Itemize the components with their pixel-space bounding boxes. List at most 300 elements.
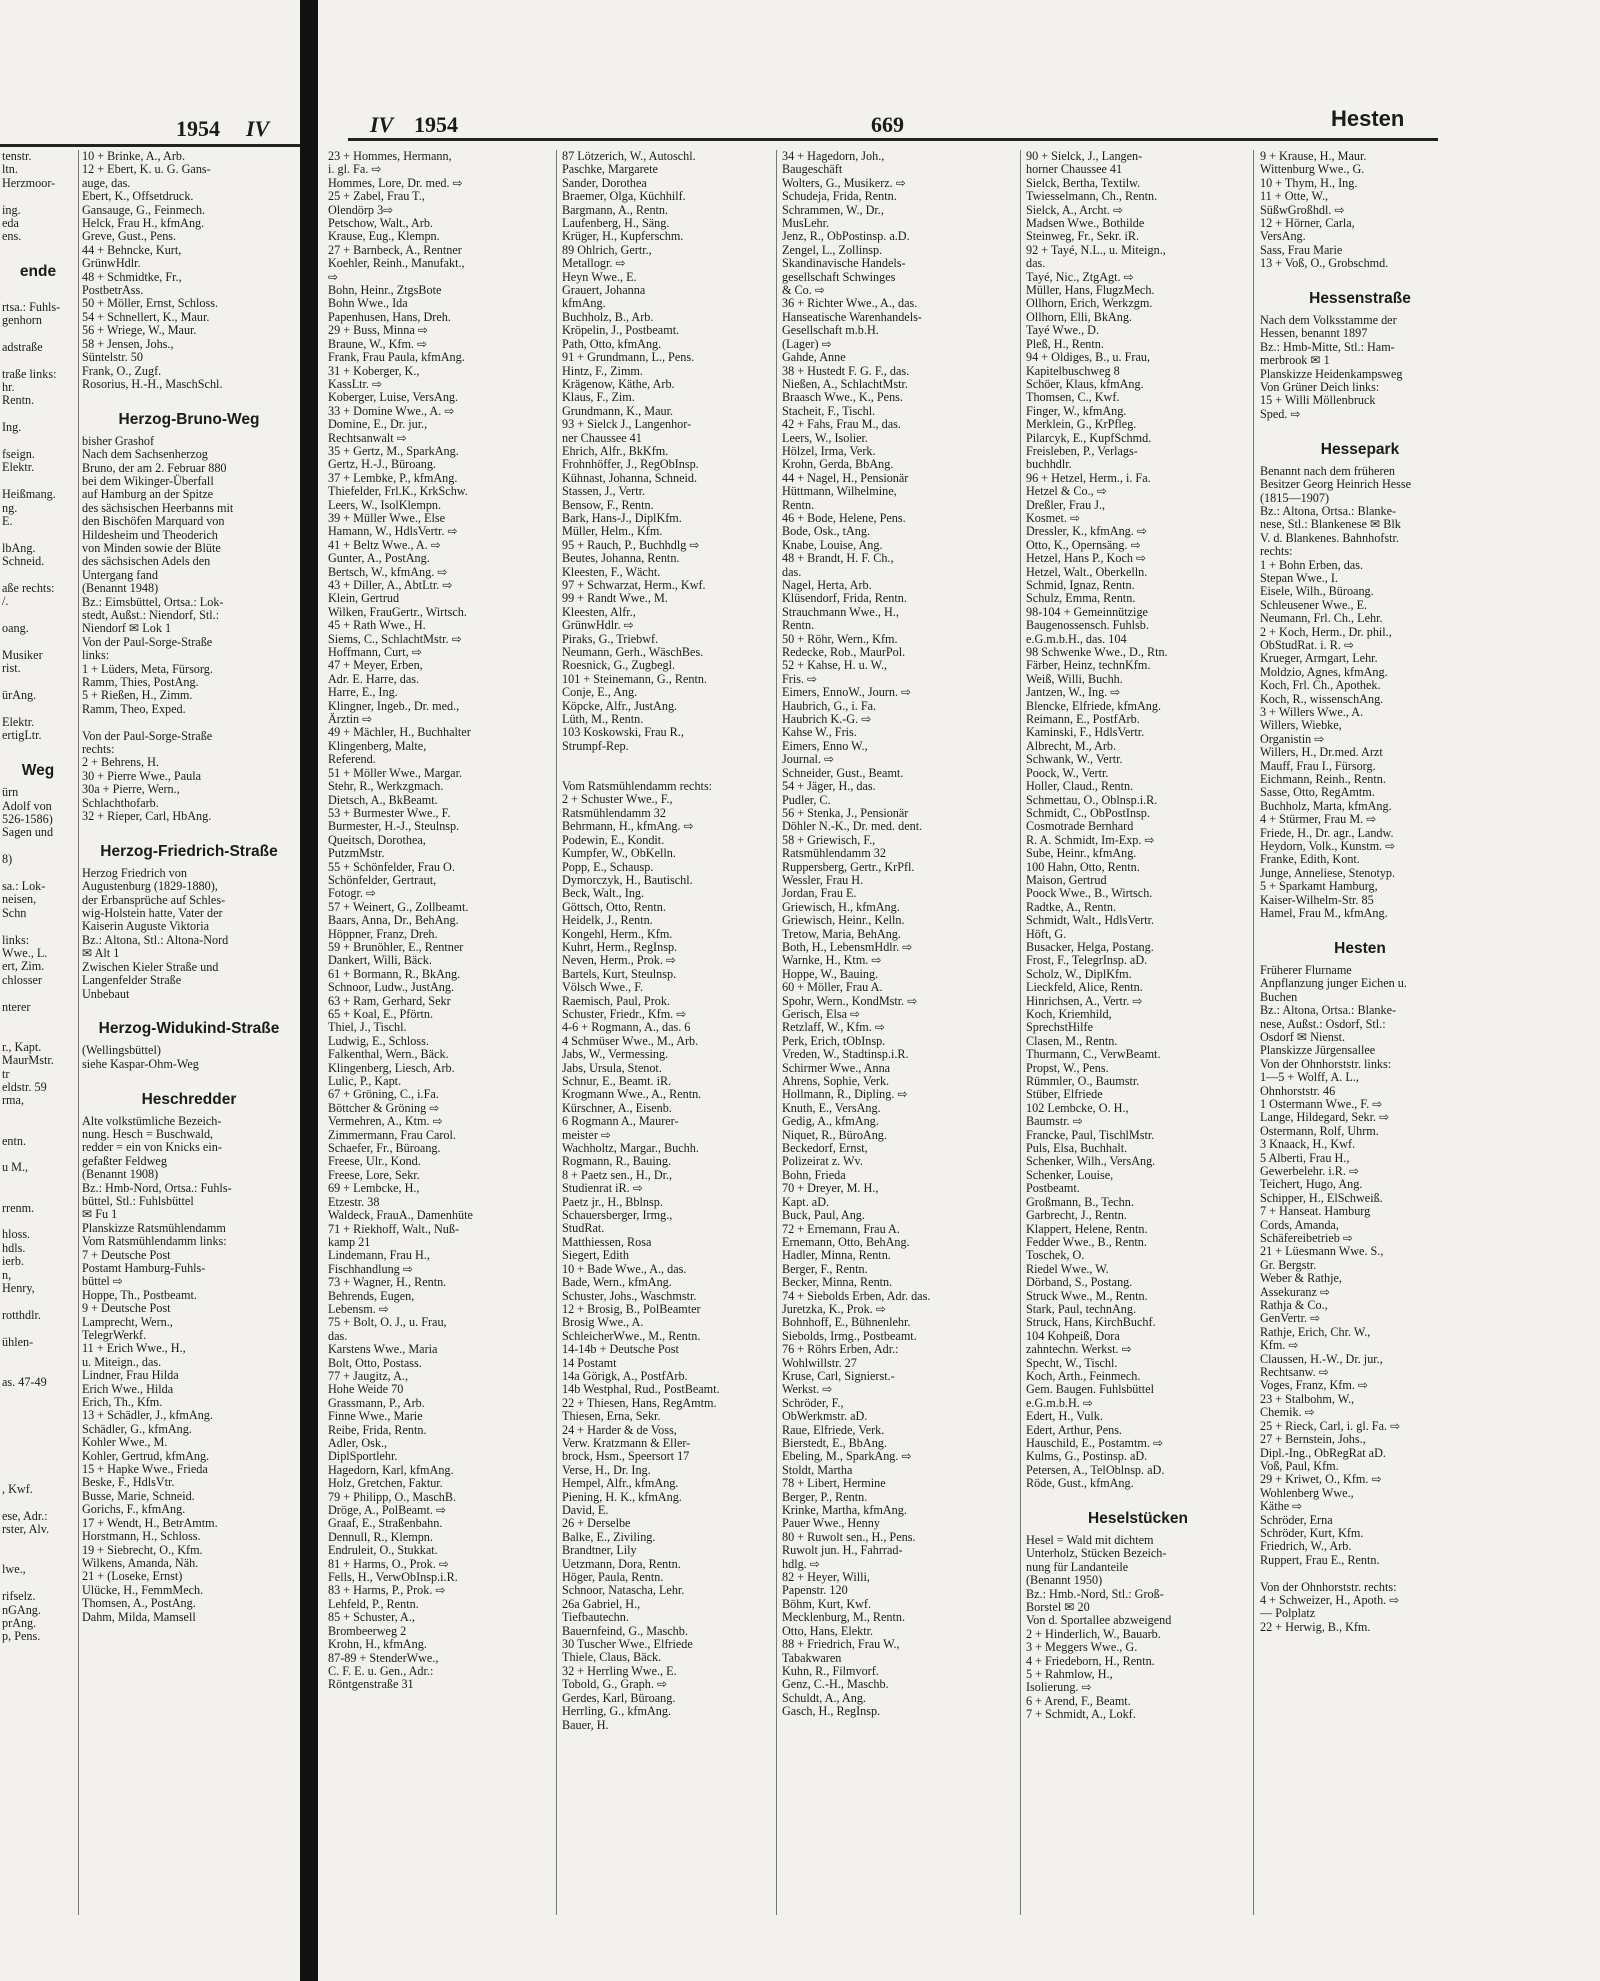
directory-line: PutzmMstr. <box>328 846 385 861</box>
directory-line: 45 + Rath Wwe., H. <box>328 618 426 633</box>
directory-line: Lange, Hildegard, Sekr. ⇨ <box>1260 1110 1390 1125</box>
directory-line: 34 + Hagedorn, Joh., <box>782 150 885 163</box>
directory-line: Weiß, Willi, Buchh. <box>1026 671 1123 686</box>
directory-line: Lindner, Frau Hilda <box>82 1368 179 1383</box>
directory-line: 97 + Schwarzat, Herm., Kwf. <box>562 578 706 592</box>
directory-line: Thurmann, C., VerwBeamt. <box>1026 1047 1161 1062</box>
directory-line: Gr. Bergstr. <box>1260 1257 1317 1272</box>
directory-line: Wohlwillstr. 27 <box>782 1355 857 1370</box>
directory-line: Thiel, J., Tischl. <box>328 1020 407 1035</box>
directory-line: bisher Grashof <box>82 433 155 448</box>
directory-line: Wilkens, Amanda, Näh. <box>82 1555 199 1570</box>
directory-line: 85 + Schuster, A., <box>328 1610 415 1625</box>
directory-line <box>82 1001 296 1014</box>
directory-line: Schenker, Wilh., VersAng. <box>1026 1154 1156 1169</box>
directory-line: 29 + Kriwet, O., Kfm. ⇨ <box>1260 1472 1382 1487</box>
directory-line: ltn. <box>2 162 18 177</box>
directory-line: 102 Lembcke, O. H., <box>1026 1100 1129 1115</box>
directory-line: Frohnhöffer, J., RegObInsp. <box>562 457 699 472</box>
directory-line: Finger, W., kfmAng. <box>1026 403 1127 418</box>
directory-line: 5 + Rahmlow, H., <box>1026 1667 1113 1682</box>
directory-line: Vom Ratsmühlendamm rechts: <box>562 779 713 794</box>
directory-line: Krogmann Wwe., A., Rentn. <box>562 1087 702 1102</box>
directory-line: Müller, Helm., Kfm. <box>562 524 663 539</box>
directory-line: Von der Ohnhorststr. links: <box>1260 1056 1392 1071</box>
directory-line: 95 + Rauch, P., Buchhdlg ⇨ <box>562 537 700 552</box>
directory-line: 17 + Wendt, H., BetrAmtm. <box>82 1515 218 1530</box>
directory-line: Kürschner, A., Eisenb. <box>562 1100 672 1115</box>
directory-line: nGAng. <box>2 1602 41 1617</box>
directory-line: u. Miteign., das. <box>82 1354 162 1369</box>
directory-line: links: <box>82 648 110 663</box>
directory-line: Piraks, G., Triebwf. <box>562 631 659 646</box>
directory-line: Bz.: Altona, Ortsa.: Blanke- <box>1260 1003 1397 1018</box>
directory-line: Hommes, Lore, Dr. med. ⇨ <box>328 175 463 190</box>
directory-line: 63 + Ram, Gerhard, Sekr <box>328 993 451 1008</box>
directory-line: Zengel, L., Zollinsp. <box>782 242 883 257</box>
directory-line: Buchen <box>1260 989 1298 1004</box>
directory-line <box>2 244 74 257</box>
directory-line: Heißmang. <box>2 487 56 502</box>
directory-line: 12 + Hörner, Carla, <box>1260 216 1355 231</box>
directory-line: chlosser <box>2 972 42 987</box>
directory-line: Höppner, Franz, Dreh. <box>328 926 438 941</box>
directory-line: Schmettau, O., Oblnsp.i.R. <box>1026 792 1158 807</box>
directory-line: Göttsch, Otto, Rentn. <box>562 899 666 914</box>
directory-line: 77 + Jaugitz, A., <box>328 1368 408 1383</box>
directory-line: 4 + Friedeborn, H., Rentn. <box>1026 1653 1155 1668</box>
directory-line <box>2 1349 74 1362</box>
directory-line: Dressler, K., kfmAng. ⇨ <box>1026 524 1148 539</box>
directory-line: 56 + Wriege, W., Maur. <box>82 323 197 338</box>
directory-line: 53 + Burmester Wwe., F. <box>328 805 451 820</box>
directory-line: Neumann, Gerh., WäschBes. <box>562 645 704 660</box>
street-heading: Herzog-Friedrich-Straße <box>100 842 278 860</box>
directory-line: Assekuranz ⇨ <box>1260 1284 1331 1299</box>
directory-line: eda <box>2 216 19 231</box>
directory-line: Krohn, H., kfmAng. <box>328 1637 427 1652</box>
directory-line: Reimann, E., PostfArb. <box>1026 712 1140 727</box>
directory-line: Balke, E., Ziviling. <box>562 1529 656 1544</box>
directory-line: Neumann, Frl. Ch., Lehr. <box>1260 611 1383 626</box>
directory-line: Adolf von <box>2 798 52 813</box>
directory-line: ert, Zim. <box>2 959 45 974</box>
directory-line: Ahrens, Sophie, Verk. <box>782 1074 890 1089</box>
directory-line: Bolt, Otto, Postass. <box>328 1355 422 1370</box>
directory-line: 2 + Koch, Herm., Dr. phil., <box>1260 624 1392 639</box>
directory-line: Stark, Paul, technAng. <box>1026 1301 1137 1316</box>
directory-line: Sander, Dorothea <box>562 175 647 190</box>
directory-line: ühlen- <box>2 1334 34 1349</box>
directory-line: Ebert, K., Offsetdruck. <box>82 189 194 204</box>
directory-line <box>2 987 74 1000</box>
directory-line: Willers, H., Dr.med. Arzt <box>1260 745 1383 760</box>
directory-line: den Bischöfen Marquard von <box>82 514 225 529</box>
directory-line: 98 Schwenke Wwe., D., Rtn. <box>1026 645 1168 660</box>
directory-line: GenVertr. ⇨ <box>1260 1311 1321 1326</box>
directory-line: Both, H., LebensmHdlr. ⇨ <box>782 939 913 954</box>
directory-line: rechts: <box>1260 544 1293 559</box>
directory-line: Griewisch, H., kfmAng. <box>782 899 900 914</box>
directory-line: 25 + Rieck, Carl, i. gl. Fa. ⇨ <box>1260 1418 1401 1433</box>
directory-line: MusLehr. <box>782 216 830 231</box>
directory-line: 4 + Stürmer, Frau M. ⇨ <box>1260 812 1377 827</box>
directory-line: p, Pens. <box>2 1629 41 1644</box>
directory-line: entn. <box>2 1133 27 1148</box>
directory-line: Klein, Gertrud <box>328 591 400 606</box>
directory-line: Burmester, H.-J., Steulnsp. <box>328 819 460 834</box>
directory-line: Bierstedt, E., BbAng. <box>782 1436 887 1450</box>
directory-line: ner Chaussee 41 <box>562 430 642 445</box>
directory-line: brock, Hsm., Speersort 17 <box>562 1449 690 1464</box>
directory-line: Adler, Osk., <box>328 1436 388 1450</box>
directory-line: ürn <box>2 785 19 800</box>
directory-line: Pilarcyk, E., KupfSchmd. <box>1026 430 1152 445</box>
directory-line: Planskizze Heidenkampsweg <box>1260 366 1403 381</box>
directory-line: Harre, E., Ing. <box>328 685 398 700</box>
directory-line: 36 + Richter Wwe., A., das. <box>782 296 918 311</box>
directory-line: Olendörp 3⇨ <box>328 202 394 217</box>
directory-line: Anpflanzung junger Eichen u. <box>1260 976 1407 991</box>
directory-line <box>562 767 774 780</box>
directory-line: Berger, P., Rentn. <box>782 1489 868 1504</box>
directory-line: MaurMstr. <box>2 1053 54 1068</box>
directory-line: 26 + Derselbe <box>562 1516 631 1531</box>
directory-line: Matthiessen, Rosa <box>562 1234 652 1249</box>
directory-line: Koehler, Reinh., Manufakt., <box>328 256 465 271</box>
directory-line <box>1260 1567 1460 1580</box>
directory-line: Beske, F., HdlsVtr. <box>82 1475 175 1490</box>
directory-line <box>2 743 74 756</box>
directory-line: Metallogr. ⇨ <box>562 256 626 271</box>
directory-line: Perk, Erich, tObInsp. <box>782 1033 886 1048</box>
directory-line: 12 + Brosig, B., PolBeamter <box>562 1301 701 1316</box>
directory-line: Stoldt, Martha <box>782 1462 853 1477</box>
directory-line: 55 + Schönfelder, Frau O. <box>328 859 455 874</box>
directory-line: Edert, H., Vulk. <box>1026 1409 1103 1424</box>
directory-line: Bark, Hans-J., DiplKfm. <box>562 510 682 525</box>
directory-line: der Erbansprüche auf Schles- <box>82 892 226 907</box>
directory-line: 38 + Hustedt F. G. F., das. <box>782 363 910 378</box>
directory-line: Dietsch, A., BkBeamt. <box>328 792 438 807</box>
directory-line <box>2 354 74 367</box>
directory-line: Holler, Claud., Rentn. <box>1026 779 1134 794</box>
directory-line: 58 + Griewisch, F., <box>782 832 876 847</box>
directory-line: des sächsischen Adels den <box>82 554 211 569</box>
directory-line: Ramm, Theo, Exped. <box>82 701 186 716</box>
directory-line: Hintz, F., Zimm. <box>562 363 643 378</box>
directory-line: Brosig Wwe., A. <box>562 1315 644 1330</box>
directory-line: neisen, <box>2 892 37 907</box>
directory-line: Sasse, Otto, RegAmtm. <box>1260 785 1375 800</box>
directory-line: Klingner, Ingeb., Dr. med., <box>328 698 460 713</box>
directory-line: Fedder Wwe., B., Rentn. <box>1026 1234 1147 1249</box>
directory-line: Käthe ⇨ <box>1260 1499 1303 1514</box>
directory-line <box>2 190 74 203</box>
directory-line: 1 + Lüders, Meta, Fürsorg. <box>82 661 213 676</box>
directory-line: aße rechts: <box>2 581 55 596</box>
directory-line: Ruwolt jun. H., Fahrrad- <box>782 1543 903 1558</box>
directory-line: Frank, O., Zugf. <box>82 363 162 378</box>
directory-line: Großmann, B., Techn. <box>1026 1194 1134 1209</box>
directory-line: 104 Kohpeiß, Dora <box>1026 1328 1120 1343</box>
directory-line: 23 + Stalbohm, W., <box>1260 1391 1355 1406</box>
running-head: Hesten <box>1331 106 1405 131</box>
directory-line: Wwe., L. <box>2 946 48 961</box>
directory-line: Scholz, W., DiplKfm. <box>1026 966 1132 981</box>
directory-line: Lieckfeld, Alice, Rentn. <box>1026 980 1143 995</box>
directory-line: Früherer Flurname <box>1260 962 1352 977</box>
directory-line: 1 + Bohn Erben, das. <box>1260 557 1364 572</box>
directory-line: Bz.: Hmb.-Nord, Stl.: Groß- <box>1026 1586 1164 1601</box>
directory-line <box>2 1027 74 1040</box>
directory-line: sa.: Lok- <box>2 879 46 894</box>
directory-line: Jabs, Ursula, Stenot. <box>562 1060 662 1075</box>
directory-line: Jordan, Frau E. <box>782 886 857 901</box>
directory-line: Braasch Wwe., K., Pens. <box>782 390 903 405</box>
directory-line: TelegrWerkf. <box>82 1328 147 1343</box>
directory-line: Specht, W., Tischl. <box>1026 1355 1118 1370</box>
directory-line: Referend. <box>328 752 376 767</box>
directory-line: kamp 21 <box>328 1234 371 1249</box>
directory-line: Kumpfer, W., ObKelln. <box>562 846 676 861</box>
directory-line: Braemer, Olga, Küchhilf. <box>562 189 686 204</box>
directory-line: Ebeling, M., SparkAng. ⇨ <box>782 1449 912 1464</box>
directory-line: Roesnick, G., Zugbegl. <box>562 658 676 673</box>
directory-line <box>2 1322 74 1335</box>
directory-line: Buck, Paul, Ang. <box>782 1208 865 1223</box>
street-heading: ende <box>19 263 57 281</box>
left-listing-column <box>82 150 296 1624</box>
directory-line: Planskizze Jürgensallee <box>1260 1043 1376 1058</box>
directory-line: Unbebaut <box>82 986 130 1001</box>
directory-line: Brandtner, Lily <box>562 1543 637 1558</box>
left-header-rule <box>0 144 300 147</box>
directory-line: Krinke, Martha, kfmAng. <box>782 1503 907 1518</box>
directory-line: 14-14b + Deutsche Post <box>562 1342 679 1357</box>
directory-line: 69 + Lembcke, H., <box>328 1181 420 1196</box>
directory-line: Griewisch, Heinr., Kelln. <box>782 913 905 928</box>
directory-line: Schneider, Gust., Beamt. <box>782 765 904 780</box>
directory-line: Eimers, Enno W., <box>782 738 868 753</box>
directory-line: 46 + Bode, Helene, Pens. <box>782 510 906 525</box>
directory-line: Bensow, F., Rentn. <box>562 497 654 512</box>
directory-line: das. <box>328 1328 348 1343</box>
directory-line: prAng. <box>2 1616 37 1630</box>
directory-line: Claussen, H.-W., Dr. jur., <box>1260 1351 1383 1366</box>
directory-line: 3 + Meggers Wwe., G. <box>1026 1640 1138 1655</box>
directory-line: 5 Alberti, Frau H., <box>1260 1150 1350 1165</box>
directory-line: Besitzer Georg Heinrich Hesse <box>1260 477 1412 492</box>
directory-line: 78 + Libert, Hermine <box>782 1476 886 1491</box>
directory-line: Bz.: Altona, Stl.: Altona-Nord <box>82 932 229 947</box>
directory-line: R. A. Schmidt, Im-Exp. ⇨ <box>1026 832 1155 847</box>
directory-line: 74 + Siebolds Erben, Adr. das. <box>782 1288 931 1303</box>
directory-line: 65 + Koal, E., Pförtn. <box>328 1007 434 1021</box>
directory-line: das. <box>1026 256 1046 271</box>
right-page <box>318 0 1600 1981</box>
directory-line <box>82 823 296 836</box>
directory-line: u M., <box>2 1160 29 1175</box>
directory-line: (1815—1907) <box>1260 490 1330 505</box>
directory-line: Piening, H. K., kfmAng. <box>562 1489 682 1504</box>
directory-line: 57 + Weinert, G., Zollbeamt. <box>328 899 469 914</box>
directory-line: Hesel = Wald mit dichtem <box>1026 1533 1154 1548</box>
directory-line: Frank, Frau Paula, kfmAng. <box>328 350 465 365</box>
directory-line: 33 + Domine Wwe., A. ⇨ <box>328 403 455 418</box>
directory-line: Skandinavische Handels- <box>782 256 906 271</box>
directory-line: Dröge, A., PolBeamt. ⇨ <box>328 1503 447 1518</box>
directory-line: Hetzel, Hans P., Koch ⇨ <box>1026 551 1147 566</box>
directory-line: lbAng. <box>2 540 36 555</box>
directory-line: Schönfelder, Gertraut, <box>328 872 437 887</box>
directory-line: rist. <box>2 661 21 676</box>
directory-line: E. <box>2 514 13 529</box>
directory-line: 22 + Herwig, B., Kfm. <box>1260 1619 1371 1634</box>
directory-line: 15 + Hapke Wwe., Frieda <box>82 1462 208 1477</box>
directory-line: Koberger, Luise, VersAng. <box>328 390 459 405</box>
directory-line: Teichert, Hugo, Ang. <box>1260 1177 1363 1192</box>
directory-line: 90 + Sielck, J., Langen- <box>1026 150 1143 163</box>
directory-line: gesellschaft Schwinges <box>782 269 896 284</box>
directory-line: Jenz, R., ObPostinsp. a.D. <box>782 229 910 244</box>
directory-line: Radtke, A., Rentn. <box>1026 899 1117 914</box>
directory-line: Endruleit, O., Stukkat. <box>328 1543 438 1558</box>
directory-line: ✉ Alt 1 <box>82 946 120 961</box>
directory-line: Propst, W., Pens. <box>1026 1060 1109 1075</box>
directory-line: Schöer, Klaus, kfmAng. <box>1026 376 1144 391</box>
directory-line: 21 + Lüesmann Wwe. S., <box>1260 1244 1384 1259</box>
directory-line <box>2 1496 74 1509</box>
directory-line: Bohnhoff, E., Bühnenlehr. <box>782 1315 911 1330</box>
directory-line: Dreßler, Frau J., <box>1026 497 1106 512</box>
directory-line: Von der Ohnhorststr. rechts: <box>1260 1579 1397 1594</box>
directory-line: 98-104 + Gemeinnützige <box>1026 604 1148 619</box>
directory-line <box>2 435 74 448</box>
directory-line: 42 + Fahs, Frau M., das. <box>782 417 901 432</box>
directory-line: nung für Landanteile <box>1026 1559 1129 1574</box>
directory-line: n, <box>2 1267 12 1282</box>
directory-line: Waldeck, FrauA., Damenhüte <box>328 1208 473 1223</box>
directory-line: Krüger, H., Kupferschm. <box>562 229 684 244</box>
directory-line: Augustenburg (1829-1880), <box>82 879 218 894</box>
directory-line: Maison, Gertrud <box>1026 872 1107 887</box>
right-header-rule <box>348 138 1438 141</box>
directory-line: eldstr. 59 <box>2 1080 47 1095</box>
directory-line <box>2 1215 74 1228</box>
directory-line: 61 + Bormann, R., BkAng. <box>328 966 461 981</box>
directory-line: Hetzel, Walt., Oberkelln. <box>1026 564 1148 579</box>
directory-line: Freese, Lore, Sekr. <box>328 1167 420 1182</box>
directory-line: Wessler, Frau H. <box>782 872 864 887</box>
directory-line: siehe Kaspar-Ohm-Weg <box>82 1056 199 1071</box>
directory-line: tenstr. <box>2 150 32 163</box>
directory-line: Bruno, der am 2. Februar 880 <box>82 460 227 475</box>
directory-line: Ruppersberg, Gertr., KrPfl. <box>782 859 915 874</box>
directory-line: (Benannt 1908) <box>82 1167 159 1182</box>
directory-line: Ollhorn, Elli, BkAng. <box>1026 309 1132 324</box>
directory-line: 32 + Herrling Wwe., E. <box>562 1663 677 1678</box>
directory-line: Klüsendorf, Frida, Rentn. <box>782 591 907 606</box>
directory-line: 13 + Schädler, J., kfmAng. <box>82 1408 213 1423</box>
directory-line: 2 + Schuster Wwe., F., <box>562 792 673 807</box>
directory-line: Von d. Sportallee abzweigend <box>1026 1613 1172 1628</box>
directory-line: Zimmermann, Frau Carol. <box>328 1127 456 1142</box>
directory-line: Rentn. <box>782 618 815 633</box>
directory-line: Siems, C., SchlachtMstr. ⇨ <box>328 631 462 646</box>
directory-line: meister ⇨ <box>562 1127 612 1142</box>
directory-line: Niendorf ✉ Lok 1 <box>82 621 172 636</box>
directory-line <box>2 1175 74 1188</box>
directory-line: auge, das. <box>82 175 131 190</box>
directory-line: (Benannt 1948) <box>82 581 159 596</box>
directory-line: Kaiserin Auguste Viktoria <box>82 919 209 934</box>
directory-line: Lindemann, Frau H., <box>328 1248 430 1263</box>
directory-line: Schn <box>2 905 27 920</box>
directory-line: Popp, E., Schausp. <box>562 859 654 874</box>
directory-line: Siegert, Edith <box>562 1248 630 1263</box>
directory-line: Hagedorn, Karl, kfmAng. <box>328 1462 454 1477</box>
directory-line: Friede, H., Dr. agr., Landw. <box>1260 825 1394 840</box>
directory-line: 22 + Thiesen, Hans, RegAmtm. <box>562 1395 717 1410</box>
directory-line: 1—5 + Wolff, A. L., <box>1260 1070 1359 1085</box>
directory-line: 14 Postamt <box>562 1355 617 1370</box>
directory-line: Baars, Anna, Dr., BehAng. <box>328 913 459 928</box>
directory-line: Braune, W., Kfm. ⇨ <box>328 336 428 351</box>
directory-line: as. 47-49 <box>2 1374 47 1389</box>
directory-line <box>2 1295 74 1308</box>
directory-line: SchleicherWwe., M., Rentn. <box>562 1328 701 1343</box>
directory-line: Schulz, Emma, Rentn. <box>1026 591 1136 606</box>
directory-line: Horstmann, H., Schloss. <box>82 1529 201 1544</box>
directory-line: Polizeirat z. Wv. <box>782 1154 863 1169</box>
directory-line: ing. <box>2 202 21 217</box>
directory-line: Strumpf-Rep. <box>562 738 629 753</box>
listing-column-4 <box>1026 150 1250 1722</box>
directory-line: ⇨ <box>328 269 339 284</box>
directory-line: 82 + Heyer, Willi, <box>782 1570 870 1585</box>
directory-line: Kuhn, R., Filmvorf. <box>782 1663 879 1678</box>
directory-line: Heydorn, Volk., Kunstm. ⇨ <box>1260 839 1396 854</box>
directory-line: Tayé Wwe., D. <box>1026 323 1100 338</box>
directory-line: Röde, Gust., kfmAng. <box>1026 1476 1134 1491</box>
directory-line: Twiesselmann, Ch., Rentn. <box>1026 189 1158 204</box>
directory-line: 9 + Krause, H., Maur. <box>1260 150 1367 163</box>
directory-line: DiplSportlehr. <box>328 1449 398 1464</box>
directory-line: Pauer Wwe., Henny <box>782 1516 880 1531</box>
directory-line: Böhm, Kurt, Kwf. <box>782 1596 872 1611</box>
directory-line: Kosmet. ⇨ <box>1026 510 1081 525</box>
directory-line: Freisleben, P., Verlags- <box>1026 443 1138 458</box>
directory-line <box>2 1456 74 1469</box>
directory-line: Pleß, H., Rentn. <box>1026 336 1104 351</box>
directory-line: Schuster, Friedr., Kfm. ⇨ <box>562 1006 687 1021</box>
directory-line: ens. <box>2 229 22 244</box>
directory-line: hdlg. ⇨ <box>782 1556 820 1571</box>
directory-line: Verse, H., Dr. Ing. <box>562 1462 651 1477</box>
directory-line: Bz.: Eimsbüttel, Ortsa.: Lok- <box>82 594 224 609</box>
directory-line: Schmidt, C., ObPostInsp. <box>1026 805 1150 820</box>
directory-line: Falkenthal, Wern., Bäck. <box>328 1047 449 1062</box>
directory-line: Juretzka, K., Prok. ⇨ <box>782 1301 886 1316</box>
directory-line: Elektr. <box>2 460 35 475</box>
directory-line: 49 + Mächler, H., Buchhalter <box>328 725 471 740</box>
directory-line: Krägenow, Käthe, Arb. <box>562 376 675 391</box>
directory-line: 54 + Schnellert, K., Maur. <box>82 309 210 324</box>
directory-line: Erich, Th., Kfm. <box>82 1395 163 1410</box>
directory-line: Hoppe, Th., Postbeamt. <box>82 1287 197 1302</box>
directory-line: Baugeschäft <box>782 162 843 177</box>
